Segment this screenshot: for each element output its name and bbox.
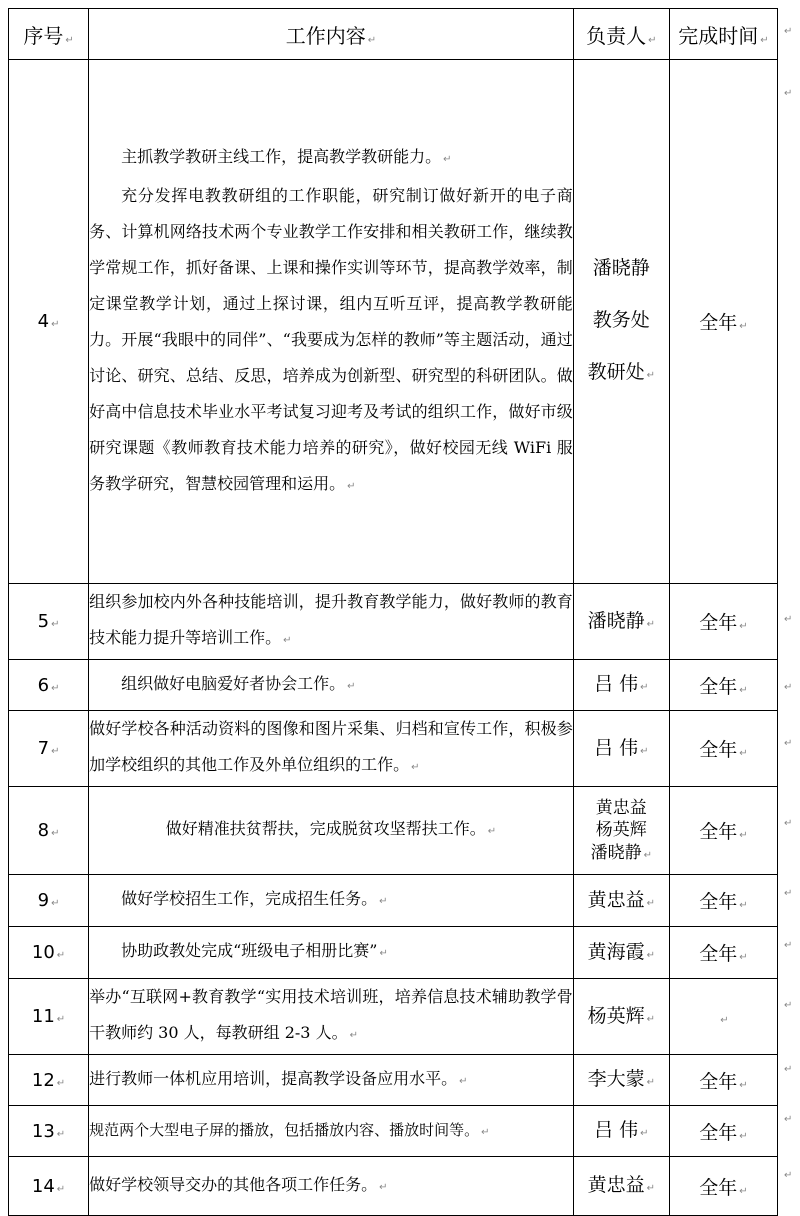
row-owner: 黄忠益 ↵ [573, 1157, 669, 1216]
row-content: 做好精准扶贫帮扶，完成脱贫攻坚帮扶工作。 ↵ [89, 787, 574, 875]
row-number: 5 ↵ [9, 584, 89, 660]
content-paragraph: 主抓教学教研主线工作，提高教学教研能力。 ↵ [121, 146, 452, 166]
row-time: 全年 ↵ [669, 927, 777, 979]
row-end-mark: ↵ [784, 888, 793, 899]
row-time: 全年 ↵ [669, 60, 777, 584]
row-content: 协助政教处完成“班级电子相册比赛” ↵ [89, 927, 574, 979]
row-end-mark: ↵ [784, 1064, 793, 1075]
row-number: 13 ↵ [9, 1106, 89, 1157]
table-row [9, 660, 778, 711]
row-end-mark: ↵ [784, 682, 793, 693]
table-row [9, 1157, 778, 1216]
table-row [9, 875, 778, 927]
table-header-row [9, 9, 778, 60]
row-time: 全年 ↵ [669, 711, 777, 787]
row-number: 14 ↵ [9, 1157, 89, 1216]
row-end-mark: ↵ [784, 1170, 793, 1181]
owner-name: 潘晓静 [592, 256, 650, 279]
row-number: 7 ↵ [9, 711, 89, 787]
owner-name: 教务处 [592, 308, 650, 331]
row-end-mark: ↵ [784, 818, 793, 829]
row-owner: 吕 伟 ↵ [573, 1106, 669, 1157]
row-owner: 吕 伟 ↵ [573, 660, 669, 711]
row-number: 9 ↵ [9, 875, 89, 927]
row-number: 4 ↵ [9, 60, 89, 584]
owner-name: 杨英辉 [595, 820, 647, 841]
row-owner [573, 787, 669, 875]
row-content: 做好学校招生工作，完成招生任务。 ↵ [89, 875, 574, 927]
work-plan-table [8, 8, 778, 1216]
row-owner: 黄忠益 ↵ [573, 875, 669, 927]
content-paragraph: 充分发挥电教教研组的工作职能，研究制订做好新开的电子商务、计算机网络技术两个专业教学工作安排和相关教研工作，继续教学常规工作，抓好备课、上课和操作实训等环节，提高教学效率，制定课堂教学计划，通过上探讨课，组内互听互评，提高教学教研能力。开展“我眼中的同伴”、“我要成为怎样的教师”等主题活动，通过讨论、研究、总结、反思，培养成为创新型、研究型的科研团队。做好高中信息技术毕业水平考试复习迎考及考试的组织工作，做好市级研究课题《教师教育技术能力培养的研究》，做好校园无线 WiFi 服务教学研究，智慧校园管理和运用。 ↵ [89, 185, 573, 493]
row-content: 规范两个大型电子屏的播放，包括播放内容、播放时间等。 ↵ [89, 1106, 574, 1157]
table-row [9, 787, 778, 875]
header-owner: 负责人 ↵ [573, 9, 669, 60]
row-content [89, 60, 574, 584]
row-time: 全年 ↵ [669, 660, 777, 711]
row-content: 举办“互联网+教育教学“实用技术培训班，培养信息技术辅助教学骨干教师约 30 人，每教研组 2-3 人。 ↵ [89, 979, 574, 1055]
table-row [9, 979, 778, 1055]
row-number: 10 ↵ [9, 927, 89, 979]
header-content: 工作内容 ↵ [89, 9, 574, 60]
row-owner: 黄海霞 ↵ [573, 927, 669, 979]
row-end-mark: ↵ [784, 88, 793, 99]
row-end-mark: ↵ [784, 614, 793, 625]
row-owner [573, 60, 669, 584]
row-time: 全年 ↵ [669, 875, 777, 927]
row-time: 全年 ↵ [669, 1055, 777, 1106]
owner-name: 潘晓静 ↵ [590, 842, 652, 863]
table-row [9, 584, 778, 660]
row-number: 8 ↵ [9, 787, 89, 875]
table-row [9, 927, 778, 979]
row-end-mark: ↵ [784, 738, 793, 749]
row-content: 做好学校领导交办的其他各项工作任务。 ↵ [89, 1157, 574, 1216]
row-number: 12 ↵ [9, 1055, 89, 1106]
row-number: 6 ↵ [9, 660, 89, 711]
row-number: 11 ↵ [9, 979, 89, 1055]
row-content: 进行教师一体机应用培训，提高教学设备应用水平。 ↵ [89, 1055, 574, 1106]
row-time: 全年 ↵ [669, 1106, 777, 1157]
table-row [9, 1106, 778, 1157]
table-row [9, 1055, 778, 1106]
row-owner: 潘晓静 ↵ [573, 584, 669, 660]
row-time: 全年 ↵ [669, 1157, 777, 1216]
row-content: 做好学校各种活动资料的图像和图片采集、归档和宣传工作，积极参加学校组织的其他工作及外单位组织的工作。 ↵ [89, 711, 574, 787]
row-owner: 吕 伟 ↵ [573, 711, 669, 787]
row-end-mark: ↵ [784, 1114, 793, 1125]
row-end-mark: ↵ [784, 1000, 793, 1011]
row-end-mark: ↵ [784, 940, 793, 951]
row-content: 组织参加校内外各种技能培训，提升教育教学能力，做好教师的教育技术能力提升等培训工作。 ↵ [89, 584, 574, 660]
row-time: 全年 ↵ [669, 584, 777, 660]
row-time: ↵ [669, 979, 777, 1055]
table-row [9, 60, 778, 584]
row-owner: 杨英辉 ↵ [573, 979, 669, 1055]
owner-name: 教研处 ↵ [587, 360, 655, 383]
row-time: 全年 ↵ [669, 787, 777, 875]
row-owner: 李大蒙 ↵ [573, 1055, 669, 1106]
owner-name: 黄忠益 [595, 798, 647, 819]
table-row [9, 711, 778, 787]
row-content: 组织做好电脑爱好者协会工作。 ↵ [89, 660, 574, 711]
header-time: 完成时间 ↵ [669, 9, 777, 60]
header-no: 序号 ↵ [9, 9, 89, 60]
row-end-mark: ↵ [784, 26, 793, 37]
